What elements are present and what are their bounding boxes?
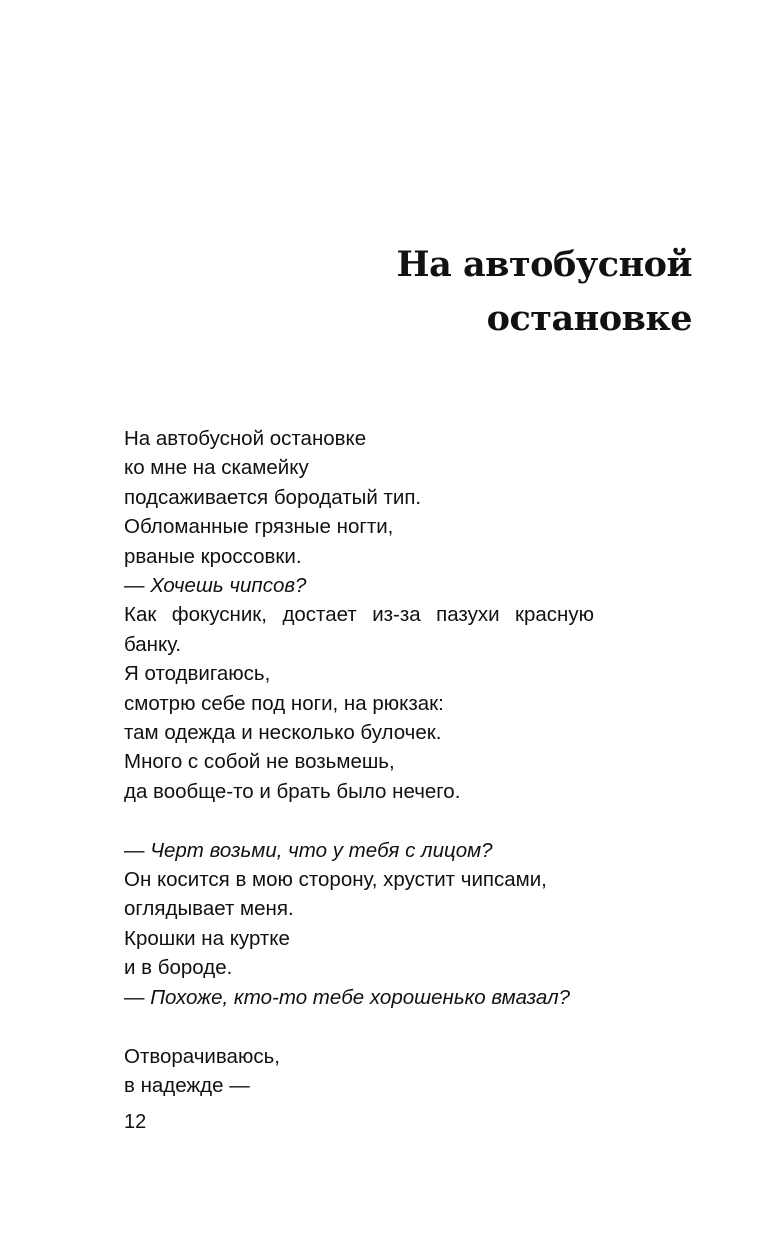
page-number: 12 xyxy=(124,1111,147,1133)
poem-line: банку. xyxy=(124,632,182,656)
poem-line: там одежда и несколько булочек. xyxy=(124,721,442,745)
poem-line: Я отодвигаюсь, xyxy=(124,662,271,686)
poem-line: На автобусной остановке xyxy=(124,427,367,450)
poem-line: и в бороде. xyxy=(124,956,233,980)
poem-body xyxy=(124,424,594,1100)
poem-line: Он косится в мою сторону, хрустит чипсами, xyxy=(124,868,547,892)
poem-line: Как фокусник, достает из-за пазухи красную xyxy=(124,603,594,627)
poem-line: Крошки на куртке xyxy=(124,926,290,950)
poem-line: подсаживается бородатый тип. xyxy=(124,485,422,509)
chapter-title xyxy=(272,238,692,346)
poem-line: в надежде — xyxy=(124,1073,250,1097)
chapter-title-line-2: остановке xyxy=(486,298,692,339)
dialogue-line: — Хочешь чипсов? xyxy=(124,574,307,598)
dialogue-line: — Черт возьми, что у тебя с лицом? xyxy=(124,838,493,862)
poem-line: рваные кроссовки. xyxy=(124,544,302,568)
poem-line: Много с собой не возьмешь, xyxy=(124,750,395,774)
poem-line: Отворачиваюсь, xyxy=(124,1044,280,1068)
chapter-title-line-1: На автобусной xyxy=(396,244,692,285)
poem-line: оглядывает меня. xyxy=(124,897,294,921)
stanza-break xyxy=(124,806,594,835)
poem-line: смотрю себе под ноги, на рюкзак: xyxy=(124,691,444,715)
stanza-break xyxy=(124,1012,594,1041)
poem-line: Обломанные грязные ногти, xyxy=(124,515,394,539)
poem-line: да вообще-то и брать было нечего. xyxy=(124,779,461,803)
poem-line: ко мне на скамейку xyxy=(124,456,309,480)
dialogue-line: — Похоже, кто-то тебе хорошенько вмазал? xyxy=(124,985,571,1009)
